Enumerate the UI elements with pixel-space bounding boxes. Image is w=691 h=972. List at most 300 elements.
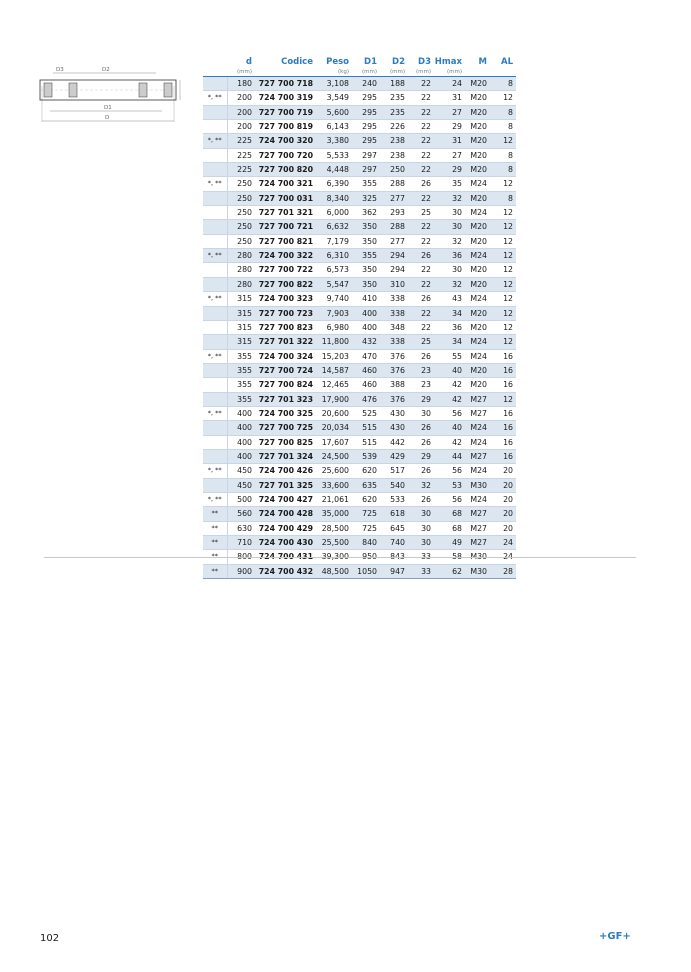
cell-d2: 235 [380,91,408,105]
cell-m: M27 [465,392,490,406]
cell-hmax: 30 [434,263,465,277]
cell-m: M24 [465,249,490,263]
cell-mark [203,435,227,449]
cell-d: 500 [227,492,255,506]
cell-al: 8 [490,105,516,119]
cell-al: 12 [490,220,516,234]
cell-d: 355 [227,378,255,392]
cell-hmax: 42 [434,378,465,392]
cell-mark: *, ** [203,464,227,478]
cell-d: 400 [227,406,255,420]
cell-mark: *, ** [203,406,227,420]
cell-d3: 22 [408,234,434,248]
cell-m: M20 [465,220,490,234]
cell-d3: 26 [408,177,434,191]
cell-code: 727 700 721 [255,220,316,234]
cell-code: 727 701 323 [255,392,316,406]
column-unit-code [255,68,316,77]
cell-peso: 28,500 [316,521,352,535]
cell-d1: 350 [352,220,380,234]
cell-d1: 350 [352,263,380,277]
cell-mark [203,421,227,435]
cell-d: 250 [227,177,255,191]
cell-d2: 533 [380,492,408,506]
cell-d3: 29 [408,449,434,463]
cell-peso: 39,300 [316,550,352,564]
cell-peso: 35,000 [316,507,352,521]
cell-m: M24 [465,435,490,449]
cell-code: 724 700 427 [255,492,316,506]
cell-d3: 33 [408,564,434,578]
table-row [203,320,516,334]
cell-d3: 22 [408,220,434,234]
cell-d1: 350 [352,277,380,291]
table-row [203,564,516,578]
cell-peso: 6,310 [316,249,352,263]
cell-d1: 297 [352,148,380,162]
cell-code: 727 700 819 [255,120,316,134]
cell-hmax: 43 [434,292,465,306]
cell-al: 20 [490,464,516,478]
table-row [203,263,516,277]
cell-peso: 12,465 [316,378,352,392]
cell-m: M30 [465,478,490,492]
cell-d: 710 [227,536,255,550]
cell-m: M24 [465,421,490,435]
cell-al: 8 [490,163,516,177]
cell-d2: 348 [380,320,408,334]
cell-hmax: 34 [434,335,465,349]
cell-mark [203,120,227,134]
cell-code: 724 700 426 [255,464,316,478]
cell-d2: 288 [380,220,408,234]
cell-mark [203,306,227,320]
column-header-d3: D3 [418,57,431,67]
cell-code: 724 700 430 [255,536,316,550]
cell-m: M27 [465,521,490,535]
cell-d3: 22 [408,277,434,291]
cell-d3: 33 [408,550,434,564]
column-header-code: Codice [281,57,313,67]
table-row [203,105,516,119]
cell-d: 315 [227,335,255,349]
cell-peso: 6,390 [316,177,352,191]
horizontal-rule [44,557,636,558]
cell-d1: 620 [352,464,380,478]
table-row [203,206,516,220]
diagram-label-d3: D3 [56,67,64,73]
cell-d3: 26 [408,421,434,435]
table-row [203,449,516,463]
cell-d1: 362 [352,206,380,220]
cell-d1: 515 [352,421,380,435]
cell-code: 727 700 822 [255,277,316,291]
cell-hmax: 34 [434,306,465,320]
diagram-label-d1: D1 [104,105,112,111]
cell-d: 225 [227,148,255,162]
cell-code: 727 700 725 [255,421,316,435]
cell-al: 12 [490,263,516,277]
cell-hmax: 56 [434,492,465,506]
cell-mark [203,449,227,463]
cell-peso: 8,340 [316,191,352,205]
column-header-m: M [478,57,487,67]
cell-mark [203,263,227,277]
cell-code: 727 700 824 [255,378,316,392]
cell-peso: 20,600 [316,406,352,420]
table-row [203,234,516,248]
cell-d1: 240 [352,77,380,91]
table-body [203,77,516,579]
cell-mark [203,277,227,291]
cell-hmax: 40 [434,363,465,377]
cell-d: 280 [227,263,255,277]
cell-d3: 30 [408,536,434,550]
cell-al: 20 [490,507,516,521]
cell-code: 727 700 820 [255,163,316,177]
cell-d2: 338 [380,292,408,306]
table-row [203,177,516,191]
cell-al: 16 [490,421,516,435]
cell-hmax: 42 [434,435,465,449]
cell-code: 724 700 325 [255,406,316,420]
cell-peso: 4,448 [316,163,352,177]
cell-al: 12 [490,206,516,220]
cell-hmax: 36 [434,249,465,263]
cell-peso: 3,380 [316,134,352,148]
cell-mark: *, ** [203,492,227,506]
cell-peso: 48,500 [316,564,352,578]
cell-m: M20 [465,306,490,320]
cell-d3: 26 [408,464,434,478]
cell-peso: 6,632 [316,220,352,234]
cell-d1: 355 [352,249,380,263]
cell-al: 16 [490,363,516,377]
cell-code: 727 700 718 [255,77,316,91]
cell-m: M20 [465,378,490,392]
cell-d1: 476 [352,392,380,406]
cell-peso: 25,500 [316,536,352,550]
cell-d1: 350 [352,234,380,248]
cell-d3: 22 [408,191,434,205]
cell-code: 724 700 429 [255,521,316,535]
cell-code: 727 700 722 [255,263,316,277]
cell-d2: 430 [380,406,408,420]
table-row [203,478,516,492]
cell-hmax: 30 [434,220,465,234]
cell-d: 560 [227,507,255,521]
cell-m: M27 [465,536,490,550]
table-row [203,91,516,105]
column-header-hmax: Hmax [434,57,462,67]
cell-d3: 23 [408,378,434,392]
table-row [203,464,516,478]
cell-mark [203,392,227,406]
cell-hmax: 56 [434,406,465,420]
cell-peso: 17,607 [316,435,352,449]
cell-d: 400 [227,449,255,463]
cell-peso: 25,600 [316,464,352,478]
cell-d1: 515 [352,435,380,449]
cell-m: M24 [465,177,490,191]
table-row [203,536,516,550]
cell-d1: 295 [352,120,380,134]
cell-code: 724 700 428 [255,507,316,521]
cell-hmax: 42 [434,392,465,406]
cell-d1: 539 [352,449,380,463]
cell-code: 724 700 319 [255,91,316,105]
cell-mark: ** [203,536,227,550]
cell-al: 20 [490,521,516,535]
table-row [203,120,516,134]
table-row [203,378,516,392]
cell-d2: 618 [380,507,408,521]
cell-d3: 22 [408,306,434,320]
cell-d1: 840 [352,536,380,550]
column-unit-mark [203,68,227,77]
table-row [203,492,516,506]
cell-d: 450 [227,464,255,478]
cell-d: 250 [227,191,255,205]
cell-m: M20 [465,163,490,177]
cell-al: 20 [490,492,516,506]
cell-mark: *, ** [203,249,227,263]
cell-al: 12 [490,177,516,191]
cell-d3: 25 [408,206,434,220]
cell-d: 250 [227,234,255,248]
cell-hmax: 29 [434,120,465,134]
cell-d2: 250 [380,163,408,177]
cell-d1: 725 [352,521,380,535]
cell-m: M24 [465,335,490,349]
cell-peso: 11,800 [316,335,352,349]
cell-d1: 432 [352,335,380,349]
cell-mark [203,320,227,334]
cell-d2: 430 [380,421,408,435]
cell-mark: *, ** [203,349,227,363]
cell-d1: 400 [352,306,380,320]
cell-al: 24 [490,536,516,550]
cell-d2: 294 [380,263,408,277]
cell-d3: 22 [408,320,434,334]
cell-mark [203,105,227,119]
cell-d3: 30 [408,521,434,535]
cell-code: 724 700 320 [255,134,316,148]
cell-hmax: 32 [434,191,465,205]
cell-d: 355 [227,392,255,406]
cell-m: M30 [465,550,490,564]
cell-peso: 3,108 [316,77,352,91]
cell-al: 8 [490,120,516,134]
cell-code: 727 700 723 [255,306,316,320]
cell-peso: 7,903 [316,306,352,320]
cell-mark [203,335,227,349]
cell-hmax: 24 [434,77,465,91]
cell-hmax: 29 [434,163,465,177]
table-units-row [203,68,516,77]
cell-d2: 376 [380,392,408,406]
cell-d2: 235 [380,105,408,119]
cell-mark [203,148,227,162]
cell-d2: 947 [380,564,408,578]
column-header-mark [203,56,227,68]
cell-d1: 470 [352,349,380,363]
cell-peso: 17,900 [316,392,352,406]
cell-hmax: 40 [434,421,465,435]
cell-d1: 325 [352,191,380,205]
cell-d: 200 [227,91,255,105]
table-row [203,220,516,234]
cell-d: 800 [227,550,255,564]
cell-m: M20 [465,134,490,148]
cell-code: 724 700 322 [255,249,316,263]
cell-hmax: 31 [434,91,465,105]
cell-d3: 26 [408,249,434,263]
cell-al: 8 [490,191,516,205]
cell-al: 12 [490,335,516,349]
cell-d1: 297 [352,163,380,177]
cell-peso: 7,179 [316,234,352,248]
cell-d1: 295 [352,91,380,105]
cell-mark: *, ** [203,134,227,148]
cell-d3: 26 [408,349,434,363]
cell-code: 727 700 821 [255,234,316,248]
cell-m: M24 [465,464,490,478]
cell-al: 12 [490,234,516,248]
cell-d2: 238 [380,134,408,148]
cell-m: M20 [465,191,490,205]
cell-code: 727 700 724 [255,363,316,377]
cell-d2: 338 [380,306,408,320]
cell-hmax: 27 [434,148,465,162]
cell-al: 28 [490,564,516,578]
cell-code: 727 700 719 [255,105,316,119]
table-row [203,392,516,406]
cell-code: 727 700 720 [255,148,316,162]
cell-d: 630 [227,521,255,535]
cell-m: M20 [465,263,490,277]
cell-m: M27 [465,449,490,463]
table-row [203,521,516,535]
cell-hmax: 31 [434,134,465,148]
cell-hmax: 68 [434,507,465,521]
cell-peso: 14,587 [316,363,352,377]
cell-d2: 294 [380,249,408,263]
cell-code: 727 701 324 [255,449,316,463]
cell-d: 400 [227,435,255,449]
gf-logo: +GF+ [599,931,631,942]
cell-hmax: 49 [434,536,465,550]
table-row [203,349,516,363]
cell-mark [203,363,227,377]
cell-d2: 517 [380,464,408,478]
cell-m: M20 [465,120,490,134]
cell-d1: 635 [352,478,380,492]
cell-al: 12 [490,134,516,148]
cell-code: 727 701 322 [255,335,316,349]
cell-d3: 26 [408,435,434,449]
cell-d: 280 [227,277,255,291]
table-row [203,163,516,177]
cell-peso: 6,573 [316,263,352,277]
cell-code: 727 700 031 [255,191,316,205]
table-row [203,363,516,377]
cell-m: M24 [465,292,490,306]
column-unit-hmax: (mm) [434,68,465,77]
column-header-al: AL [501,57,513,67]
cell-al: 12 [490,91,516,105]
table-row [203,421,516,435]
cell-d3: 22 [408,263,434,277]
cell-d3: 22 [408,77,434,91]
cell-d: 280 [227,249,255,263]
cell-d2: 238 [380,148,408,162]
cell-d2: 645 [380,521,408,535]
cell-hmax: 58 [434,550,465,564]
cell-d: 315 [227,292,255,306]
column-unit-d: (mm) [227,68,255,77]
table-header-row [203,56,516,68]
cell-mark: *, ** [203,91,227,105]
cell-m: M20 [465,277,490,291]
cell-d1: 410 [352,292,380,306]
cell-mark: *, ** [203,177,227,191]
cell-d2: 277 [380,191,408,205]
cell-d: 315 [227,306,255,320]
table-row [203,306,516,320]
cell-mark [203,191,227,205]
cell-d2: 188 [380,77,408,91]
cell-d3: 22 [408,134,434,148]
cell-d1: 295 [352,134,380,148]
cell-d: 250 [227,206,255,220]
cell-al: 16 [490,378,516,392]
table-row [203,507,516,521]
cell-d3: 22 [408,163,434,177]
cell-d1: 525 [352,406,380,420]
cell-d2: 293 [380,206,408,220]
cell-peso: 15,203 [316,349,352,363]
cell-d: 225 [227,134,255,148]
cell-code: 727 701 325 [255,478,316,492]
cell-al: 12 [490,306,516,320]
cell-d: 450 [227,478,255,492]
cell-code: 727 700 823 [255,320,316,334]
cell-d2: 540 [380,478,408,492]
cell-m: M20 [465,148,490,162]
cell-d1: 725 [352,507,380,521]
cell-d: 250 [227,220,255,234]
table-row [203,249,516,263]
cell-peso: 6,143 [316,120,352,134]
cell-mark [203,234,227,248]
cell-d2: 338 [380,335,408,349]
cell-m: M20 [465,234,490,248]
table-row [203,292,516,306]
cell-al: 12 [490,249,516,263]
cell-d3: 22 [408,120,434,134]
cell-hmax: 32 [434,234,465,248]
cell-code: 724 700 432 [255,564,316,578]
table-row [203,406,516,420]
cell-mark: ** [203,564,227,578]
cell-al: 12 [490,392,516,406]
cell-al: 16 [490,435,516,449]
cell-al: 16 [490,349,516,363]
cell-m: M20 [465,77,490,91]
cell-peso: 21,061 [316,492,352,506]
cell-al: 16 [490,449,516,463]
